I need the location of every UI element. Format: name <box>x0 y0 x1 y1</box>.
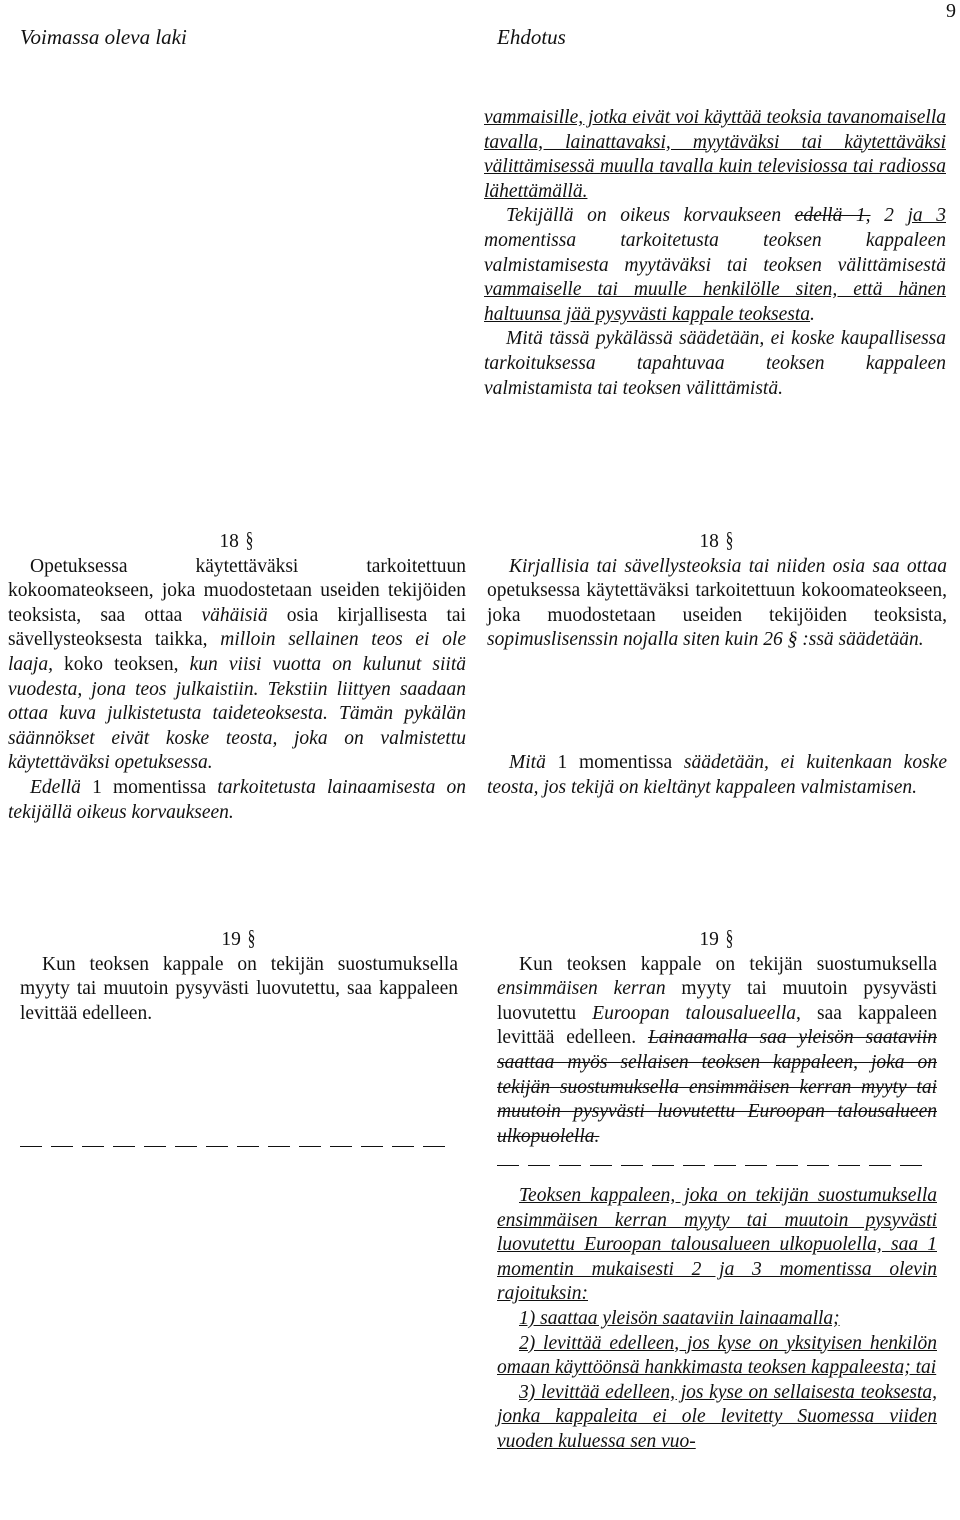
list-item: 2) levittää edelleen, jos kyse on yksityisen henkilön omaan käyttöönsä hankkimasta teoksen kappaleesta; tai <box>497 1332 937 1379</box>
section-18-proposal <box>487 528 947 800</box>
omission-dashes <box>497 1153 937 1178</box>
omission-dashes <box>20 1134 458 1159</box>
page-number: 9 <box>946 0 956 22</box>
paragraph: Mitä tässä pykälässä säädetään, ei koske kaupallisessa tarkoituksessa tapahtuvaa teoksen kappaleen valmistamista tai teoksen välittämistä. <box>484 328 946 399</box>
paragraph: Kirjallisia tai sävellysteoksia tai niiden osia saa ottaa opetuksessa käytettäväksi tarkoitettuun kokoomateokseen, joka muodostetaan useiden tekijöiden teoksista, sopimuslisenssin nojalla siten kuin 26 § :ssä säädetään. <box>487 555 947 651</box>
paragraph: vammaisille, jotka eivät voi käyttää teoksia tavanomaisella tavalla, lainattavaksi, myytäväksi tai käytettäväksi välittämisessä muulla tavalla kuin televisiossa tai radiossa lähettämällä. <box>484 107 946 202</box>
proposal-section-continuation <box>484 106 946 401</box>
list-item: 1) saattaa yleisön saataviin lainaamalla; <box>519 1307 840 1329</box>
current-law-heading: Voimassa oleva laki <box>20 25 187 49</box>
paragraph: Kun teoksen kappale on tekijän suostumuksella ensimmäisen kerran myyty tai muutoin pysyvästi luovutettu Euroopan talousalueella, saa kappaleen levittää edelleen. Lainaamalla saa yleisön saataviin saattaa myös sellaisen teoksen kappaleen, joka on tekijän suostumuksella ensimmäisen kerran myyty tai muutoin pysyvästi luovutettu Euroopan talousalueen ulkopuolella. <box>497 953 938 1147</box>
paragraph: Kun teoksen kappale on tekijän suostumuksella myyty tai muutoin pysyvästi luovutettu, saa kappaleen levittää edelleen. <box>20 953 458 1024</box>
section-heading: 19 § <box>699 925 734 950</box>
paragraph: Edellä 1 momentissa tarkoitetusta lainaamisesta on tekijällä oikeus korvaukseen. <box>8 776 466 823</box>
section-18-current <box>8 528 466 825</box>
paragraph: Tekijällä on oikeus korvaukseen edellä 1, 2 ja 3 momentissa tarkoitetusta teoksen kappaleen valmistamisesta myytäväksi tai teoksen välittämisestä vammaiselle tai muulle henkilölle siten, että hänen haltuunsa jää pysyvästi kappale teoksesta. <box>484 205 946 325</box>
paragraph: Opetuksessa käytettäväksi tarkoitettuun kokoomateokseen, joka muodostetaan useiden tekijöiden teoksista, saa ottaa vähäisiä osia kirjallisesta tai sävellysteoksesta taikka, milloin sellainen teos ei ole laaja, koko teoksen, kun viisi vuotta on kulunut siitä vuodesta, jona teos julkaistiin. Tekstiin liittyen saadaan ottaa kuva julkistetusta taideteoksesta. Tämän pykälän säännökset eivät koske teosta, joka on valmistettu käytettäväksi opetuksessa. <box>8 555 466 774</box>
section-19-proposal <box>497 926 937 1454</box>
section-19-current <box>20 926 458 1159</box>
paragraph: Mitä 1 momentissa säädetään, ei kuitenkaan koske teosta, jos tekijä on kieltänyt kappaleen valmistamisen. <box>487 751 947 798</box>
list-item: 3) levittää edelleen, jos kyse on sellaisesta teoksesta, jonka kappaleita ei ole levitetty Suomessa viiden vuoden kuluessa sen vuo- <box>497 1381 937 1452</box>
proposal-heading: Ehdotus <box>497 25 566 49</box>
section-heading: 18 § <box>699 527 734 552</box>
section-heading: 18 § <box>219 527 254 552</box>
section-heading: 19 § <box>221 925 256 950</box>
paragraph: Teoksen kappaleen, joka on tekijän suostumuksella ensimmäisen kerran myyty tai muutoin pysyvästi luovutettu Euroopan talousalueen ulkopuolella, saa 1 momentin mukaisesti 2 ja 3 momentissa olevin rajoituksin: <box>497 1184 937 1305</box>
